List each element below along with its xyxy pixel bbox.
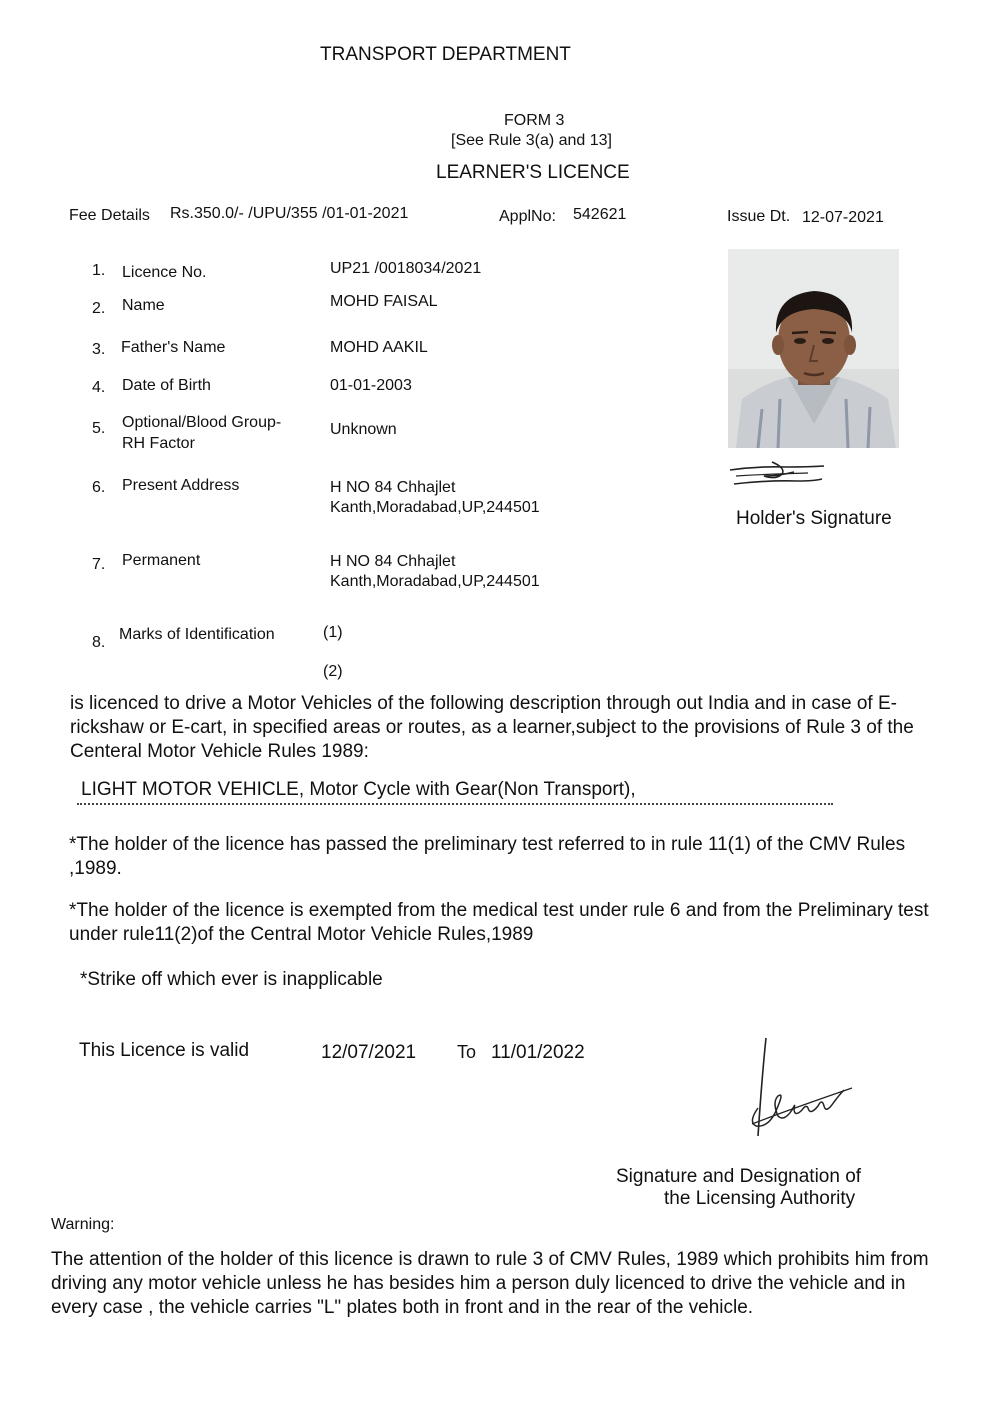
fee-details-label: Fee Details (69, 207, 150, 224)
field-number: 3. (92, 341, 106, 358)
strike-off-note: *Strike off which ever is inapplicable (80, 969, 383, 990)
field-number: 6. (92, 479, 106, 496)
permanent-address-line1: H NO 84 Chhajlet (330, 553, 456, 570)
dob-value: 01-01-2003 (330, 377, 412, 394)
licence-statement: is licenced to drive a Motor Vehicles of the following description through out India and in case of E-rickshaw or E-cart, in specified areas or routes, as a learner,subject to the provisions of Rule 3 of the Centeral Motor Vehicle Rules 1989: (70, 693, 914, 762)
dotted-underline (77, 803, 833, 805)
identification-mark-1: (1) (323, 624, 343, 641)
authority-signature-image (748, 1036, 858, 1140)
warning-text: The attention of the holder of this licence is drawn to rule 3 of CMV Rules, 1989 which prohibits him from driving any motor vehicle unless he has besides him a person duly licenced to drive the vehicle and in every case , the vehicle carries "L" plates both in front and in the rear of the vehicle. (51, 1249, 929, 1318)
field-number: 8. (92, 634, 106, 651)
field-number: 4. (92, 379, 106, 396)
licence-no-value: UP21 /0018034/2021 (330, 260, 482, 277)
issue-date-label: Issue Dt. (727, 208, 791, 225)
fee-details-value: Rs.350.0/- /UPU/355 /01-01-2021 (170, 205, 409, 222)
permanent-address-label: Permanent (122, 552, 201, 569)
identification-mark-2: (2) (323, 663, 343, 680)
authority-label-line1: Signature and Designation of (616, 1166, 862, 1187)
present-address-line2: Kanth,Moradabad,UP,244501 (330, 499, 540, 516)
appl-no-label: ApplNo: (499, 208, 556, 225)
preliminary-test-note: *The holder of the licence has passed the preliminary test referred to in rule 11(1) of the CMV Rules ,1989. (69, 834, 906, 879)
form-number: FORM 3 (504, 112, 565, 129)
issue-date-value: 12-07-2021 (802, 209, 884, 226)
holder-signature-image (728, 458, 828, 490)
present-address-label: Present Address (122, 477, 240, 494)
dob-label: Date of Birth (122, 377, 211, 394)
blood-group-label: Optional/Blood Group- (122, 414, 282, 431)
warning-label: Warning: (51, 1216, 115, 1233)
blood-group-label-2: RH Factor (122, 435, 195, 452)
fathers-name-value: MOHD AAKIL (330, 339, 428, 356)
permanent-address-line2: Kanth,Moradabad,UP,244501 (330, 573, 540, 590)
department-title: TRANSPORT DEPARTMENT (320, 44, 571, 65)
validity-from: 12/07/2021 (321, 1042, 417, 1063)
appl-no-value: 542621 (573, 206, 627, 223)
document-title: LEARNER'S LICENCE (436, 162, 630, 183)
present-address-line1: H NO 84 Chhajlet (330, 479, 456, 496)
identification-marks-label: Marks of Identification (119, 626, 275, 643)
validity-to-label: To (457, 1042, 477, 1062)
medical-exemption-note: *The holder of the licence is exempted from the medical test under rule 6 and from the Preliminary test under rule11(2)of the Central Motor Vehicle Rules,1989 (69, 900, 929, 945)
licence-no-label: Licence No. (122, 264, 207, 281)
fathers-name-label: Father's Name (121, 339, 226, 356)
vehicle-classes: LIGHT MOTOR VEHICLE, Motor Cycle with Gear(Non Transport), (81, 779, 636, 800)
field-number: 7. (92, 556, 106, 573)
validity-to: 11/01/2022 (491, 1042, 585, 1063)
rule-reference: [See Rule 3(a) and 13] (451, 132, 612, 149)
name-label: Name (122, 297, 165, 314)
field-number: 1. (92, 262, 106, 279)
name-value: MOHD FAISAL (330, 293, 438, 310)
field-number: 5. (92, 420, 106, 437)
validity-label: This Licence is valid (79, 1040, 250, 1061)
field-number: 2. (92, 300, 106, 317)
holder-signature-label: Holder's Signature (736, 508, 892, 529)
blood-group-value: Unknown (330, 421, 397, 438)
holder-photo (728, 249, 899, 448)
authority-label-line2: the Licensing Authority (664, 1188, 856, 1209)
